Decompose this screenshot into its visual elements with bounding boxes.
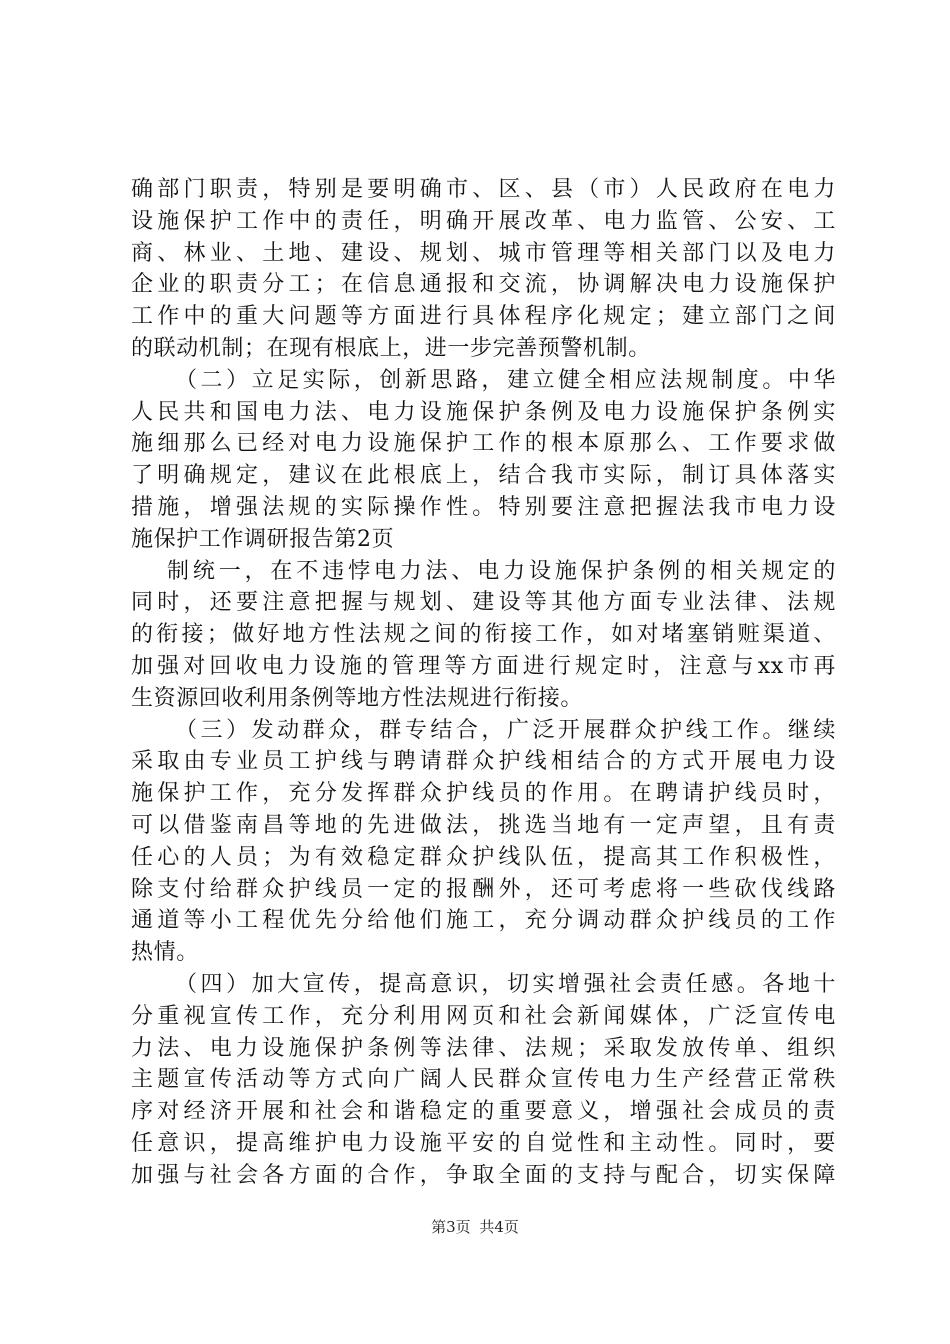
text-line: 施保护工作调研报告第2页	[131, 526, 395, 552]
text-line: 了明确规定，建议在此根底上，结合我市实际，制订具体落实	[131, 463, 836, 489]
text-line: 任心的人员；为有效稳定群众护线队伍，提高其工作积极性，	[131, 844, 836, 870]
text-line: 企业的职责分工；在信息通报和交流，协调解决电力设施保护	[131, 272, 836, 298]
text-line: （三）发动群众，群专结合，广泛开展群众护线工作。继续	[175, 717, 836, 743]
text-line: 序对经济开展和社会和谐稳定的重要意义，增强社会成员的责	[131, 1099, 836, 1125]
page-number: 第3页	[431, 1218, 471, 1236]
text-line: 采取由专业员工护线与聘请群众护线相结合的方式开展电力设	[131, 749, 836, 775]
text-line: 热情。	[131, 940, 199, 966]
text-line: 加强对回收电力设施的管理等方面进行规定时，注意与xx市再	[131, 653, 836, 679]
text-line: 商、林业、土地、建设、规划、城市管理等相关部门以及电力	[131, 240, 836, 266]
text-line: 施保护工作，充分发挥群众护线员的作用。在聘请护线员时，	[131, 781, 836, 807]
text-line: 生资源回收利用条例等地方性法规进行衔接。	[131, 685, 584, 711]
text-line: 制统一，在不违悖电力法、电力设施保护条例的相关规定的	[167, 558, 836, 584]
text-line: 主题宣传活动等方式向广阔人民群众宣传电力生产经营正常秩	[131, 1067, 836, 1093]
paragraph	[131, 174, 836, 365]
text-line: （二）立足实际，创新思路，建立健全相应法规制度。中华	[175, 367, 836, 393]
document-body	[131, 174, 836, 1192]
paragraph	[131, 556, 836, 715]
text-line: 设施保护工作中的责任，明确开展改革、电力监管、公安、工	[131, 208, 836, 234]
page-footer	[0, 1217, 950, 1237]
text-line: 施细那么已经对电力设施保护工作的根本原那么、工作要求做	[131, 431, 836, 457]
text-line: 分重视宣传工作，充分利用网页和社会新闻媒体，广泛宣传电	[131, 1003, 836, 1029]
text-line: （四）加大宣传，提高意识，切实增强社会责任感。各地十	[175, 971, 836, 997]
text-line: 工作中的重大问题等方面进行具体程序化规定；建立部门之间	[131, 304, 836, 330]
text-line: 加强与社会各方面的合作，争取全面的支持与配合，切实保障	[131, 1162, 836, 1188]
paragraph	[131, 969, 836, 1192]
paragraph	[131, 365, 836, 556]
text-line: 通道等小工程优先分给他们施工，充分调动群众护线员的工作	[131, 908, 836, 934]
text-line: 措施，增强法规的实际操作性。特别要注意把握法我市电力设	[131, 494, 836, 520]
paragraph	[131, 715, 836, 969]
text-line: 人民共和国电力法、电力设施保护条例及电力设施保护条例实	[131, 399, 836, 425]
text-line: 任意识，提高维护电力设施平安的自觉性和主动性。同时，要	[131, 1130, 836, 1156]
text-line: 同时，还要注意把握与规划、建设等其他方面专业法律、法规	[131, 590, 836, 616]
text-line: 确部门职责，特别是要明确市、区、县（市）人民政府在电力	[131, 177, 836, 202]
text-line: 除支付给群众护线员一定的报酬外，还可考虑将一些砍伐线路	[131, 876, 836, 902]
page-total: 共4页	[479, 1218, 519, 1236]
text-line: 力法、电力设施保护条例等法律、法规；采取发放传单、组织	[131, 1035, 836, 1061]
text-line: 的衔接；做好地方性法规之间的衔接工作，如对堵塞销赃渠道、	[131, 622, 836, 648]
text-line: 的联动机制；在现有根底上，进一步完善预警机制。	[131, 335, 651, 361]
text-line: 可以借鉴南昌等地的先进做法，挑选当地有一定声望，且有责	[131, 812, 836, 838]
